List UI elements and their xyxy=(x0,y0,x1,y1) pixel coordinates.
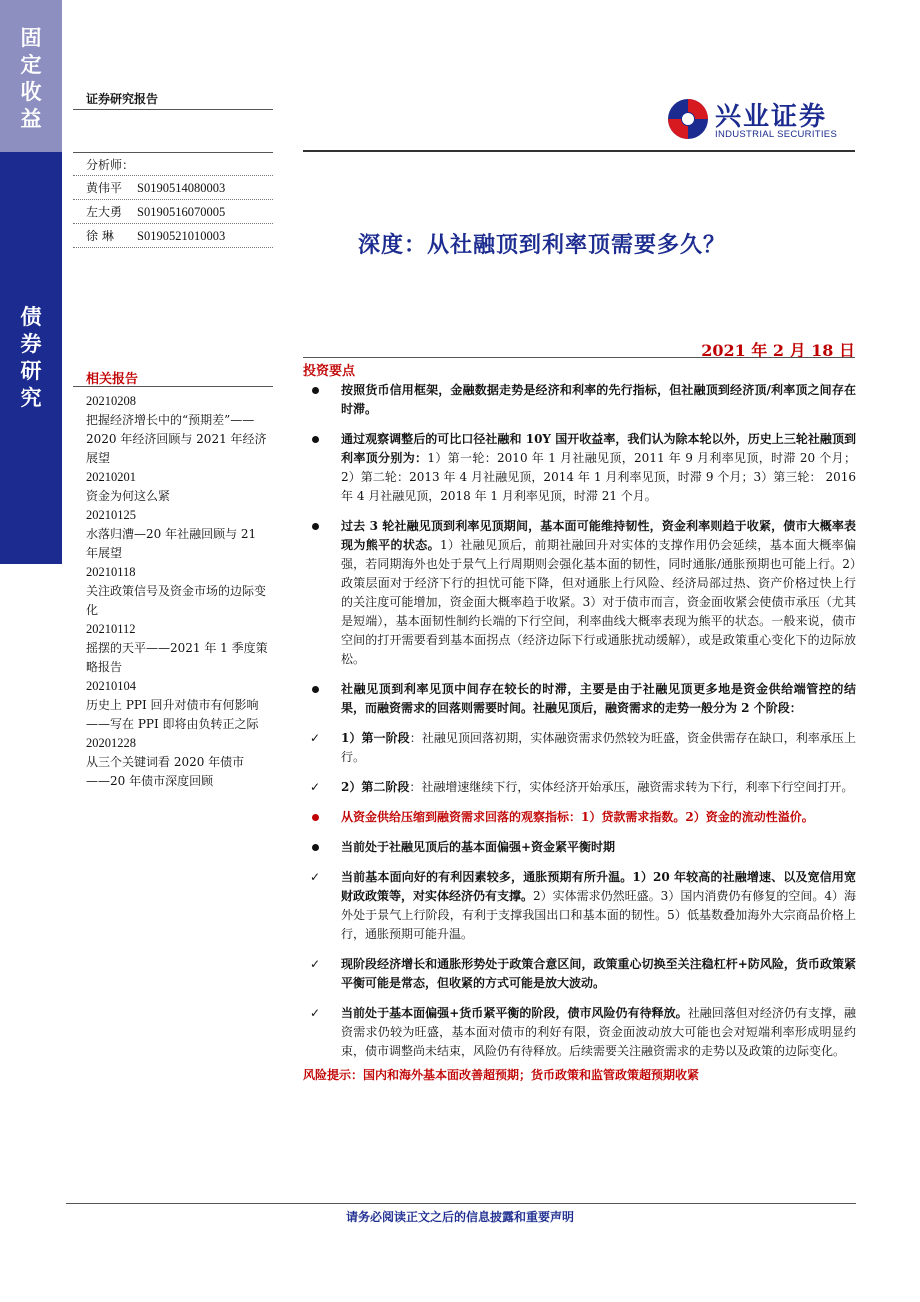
logo-text-cn: 兴业证券 xyxy=(715,102,828,132)
bullet-body-text: 社融回落但对经济仍有支撑，融资需求仍较为旺盛，基本面对债市的利好有限，资金面波动放大可能也会对短端利率形成明显约束，债市调整尚未结束，风险仍有待释放。后续需要关注融资需求的走势以及政策的边际变化。 xyxy=(341,1006,856,1058)
related-report-item[interactable] xyxy=(86,506,268,563)
bullet-item xyxy=(300,838,856,857)
side-label-char: 研 xyxy=(20,358,42,383)
check-icon: ✓ xyxy=(309,731,321,745)
bullet-bold-text: 现阶段经济增长和通胀形势处于政策合意区间，政策重心切换至关注稳杠杆+防风险，货币政策紧平衡可能是常态，但收紧的方式可能是放大波动。 xyxy=(341,957,856,990)
bullet-item xyxy=(300,778,856,797)
related-report-title: 把握经济增长中的“预期差”——2020 年经济回顾与 2021 年经济展望 xyxy=(86,413,267,465)
side-label-char: 固 xyxy=(20,25,42,50)
bullet-item xyxy=(300,868,856,944)
related-report-title: 关注政策信号及资金市场的边际变化 xyxy=(86,584,267,617)
side-label-char: 收 xyxy=(20,79,42,104)
analyst-list xyxy=(73,152,273,248)
report-title: 深度：从社融顶到利率顶需要多久？ xyxy=(358,232,727,258)
bullet-bold-text: 当前处于基本面偏强+货币紧平衡的阶段，债市风险仍有待释放。 xyxy=(341,1006,688,1020)
bullet-bold-text: 当前处于社融见顶后的基本面偏强+资金紧平衡时期 xyxy=(341,840,616,854)
company-logo xyxy=(667,96,857,146)
analyst-name: 徐 琳 xyxy=(86,229,114,243)
related-report-date: 20210104 xyxy=(86,679,136,693)
side-label-char: 益 xyxy=(20,106,42,131)
logo-text-en: INDUSTRIAL SECURITIES xyxy=(715,129,838,140)
analyst-row xyxy=(73,176,273,200)
related-report-item[interactable] xyxy=(86,392,268,468)
bullet-dot-icon xyxy=(300,838,330,857)
related-report-item[interactable] xyxy=(86,734,268,791)
report-date: 2021 年 2 月 18 日 xyxy=(701,341,855,360)
bullet-item xyxy=(300,517,856,669)
check-icon: ✓ xyxy=(309,957,321,971)
bullet-body-text: 1）第一轮：2010 年 1 月社融见顶，2011 年 9 月利率见顶，时滞 20 个月；2）第二轮：2013 年 4 月社融见顶，2014 年 1 月利率见顶，时滞 9 个月；3）第三轮： 2016 年 4 月社融见顶，2018 年 1 月利率见顶，时滞 21 个月。 xyxy=(341,451,856,503)
check-icon: ✓ xyxy=(309,1006,321,1020)
analyst-row xyxy=(73,224,273,248)
bullet-item xyxy=(300,680,856,718)
bullet-dot-icon xyxy=(300,381,330,400)
analyst-name: 黄伟平 xyxy=(86,181,123,195)
related-report-date: 20210112 xyxy=(86,622,136,636)
divider xyxy=(73,386,273,387)
related-report-item[interactable] xyxy=(86,620,268,677)
bullet-item xyxy=(300,1004,856,1061)
side-label-bond-research xyxy=(0,303,62,411)
analyst-row xyxy=(73,200,273,224)
related-report-date: 20210118 xyxy=(86,565,136,579)
related-report-item[interactable] xyxy=(86,468,268,506)
analyst-header: 分析师： xyxy=(73,152,273,176)
side-label-char: 债 xyxy=(20,304,42,329)
related-report-title: 水落归漕—20 年社融回顾与 21 年展望 xyxy=(86,527,257,560)
bullet-body-text: 1）社融见顶后，前期社融回升对实体的支撑作用仍会延续，基本面大概率偏强，若同期海外也处于景气上行周期则会强化基本面的韧性，同时通胀/通胀预期也可能上行。2）政策层面对于经济下行的担忧可能下降，但对通胀上行风险、经济局部过热、资产价格过快上行的关注度可能增加，资金面大概率趋于收紧。3）对于债市而言，资金面收紧会使债市承压（尤其是短端），基本面韧性制约长端的下行空间，利率曲线大概率表现为熊平的状态。一般来说，债市空间的打开需要看到基本面拐点（经济边际下行或通胀扰动缓解），或是政策重心变化下的边际放松。 xyxy=(341,538,856,666)
bullet-item xyxy=(300,955,856,993)
bullet-item xyxy=(300,381,856,419)
divider xyxy=(73,109,273,110)
risk-warning: 风险提示：国内和海外基本面改善超预期；货币政策和监管政策超预期收紧 xyxy=(303,1068,700,1082)
related-report-title: 历史上 PPI 回升对债市有何影响——写在 PPI 即将由负转正之际 xyxy=(86,698,259,731)
check-icon: ✓ xyxy=(309,870,321,884)
bullet-bold-text: 1）第一阶段 xyxy=(341,731,410,745)
related-report-title: 从三个关键词看 2020 年债市——20 年债市深度回顾 xyxy=(86,755,245,788)
bullet-body-text: 2）实体需求仍然旺盛。3）国内消费仍有修复的空间。4）海外处于景气上行阶段，有利于支撑我国出口和基本面的韧性。5）低基数叠加海外大宗商品价格上行，通胀预期可能升温。 xyxy=(341,889,856,941)
related-report-date: 20210208 xyxy=(86,394,136,408)
analyst-code: S0190514080003 xyxy=(137,181,226,195)
bullet-item xyxy=(300,729,856,767)
related-reports-list xyxy=(86,392,268,791)
related-reports-header: 相关报告 xyxy=(86,372,139,387)
related-report-title: 资金为何这么紧 xyxy=(86,489,171,503)
analyst-code: S0190516070005 xyxy=(137,205,226,219)
bullet-bold-text: 2）第二阶段 xyxy=(341,780,410,794)
bullet-bold-text: 当前基本面向好的有利因素较多，通胀预期有所升温。1）20 年较高的社融增速、以及宽信用宽财政政策等，对实体经济仍有支撑。 xyxy=(341,870,856,903)
bullet-bold-text: 按照货币信用框架，金融数据走势是经济和利率的先行指标，但社融顶到经济顶/利率顶之间存在时滞。 xyxy=(341,383,856,416)
bullet-dot-icon xyxy=(300,808,330,827)
side-label-char: 定 xyxy=(20,52,42,77)
analyst-code: S0190521010003 xyxy=(137,229,226,243)
divider xyxy=(303,357,855,358)
analyst-name: 左大勇 xyxy=(86,205,123,219)
side-label-fixed-income xyxy=(0,24,62,132)
bullet-bold-text: 通过观察调整后的可比口径社融和 10Y 国开收益率，我们认为除本轮以外，历史上三轮社融顶到利率顶分别为： xyxy=(341,432,856,465)
bullet-body-text: ：社融增速继续下行，实体经济开始承压，融资需求转为下行，利率下行空间打开。 xyxy=(409,780,854,794)
bullet-item xyxy=(300,430,856,506)
divider xyxy=(303,150,855,152)
bullet-dot-icon xyxy=(300,517,330,536)
related-report-date: 20210125 xyxy=(86,508,136,522)
side-label-char: 券 xyxy=(20,331,42,356)
related-report-item[interactable] xyxy=(86,563,268,620)
bullet-dot-icon xyxy=(300,430,330,449)
disclaimer-footer: 请务必阅读正文之后的信息披露和重要声明 xyxy=(345,1210,574,1224)
related-report-item[interactable] xyxy=(86,677,268,734)
investment-highlights xyxy=(300,381,856,1072)
bullet-item xyxy=(300,808,856,827)
bullet-bold-text: 从资金供给压缩到融资需求回落的观察指标：1）贷款需求指数。2）资金的流动性溢价。 xyxy=(341,810,814,824)
related-report-title: 摇摆的天平——2021 年 1 季度策略报告 xyxy=(86,641,268,674)
related-report-date: 20210201 xyxy=(86,470,136,484)
logo-mark-icon xyxy=(667,98,709,140)
bullet-bold-text: 过去 3 轮社融见顶到利率见顶期间，基本面可能维持韧性，资金利率则趋于收紧，债市大概率表现为熊平的状态。 xyxy=(341,519,856,552)
bullet-bold-text: 社融见顶到利率见顶中间存在较长的时滞，主要是由于社融见顶更多地是资金供给端管控的结果，而融资需求的回落则需要时间。社融见顶后，融资需求的走势一般分为 2 个阶段： xyxy=(341,682,856,715)
report-type: 证券研究报告 xyxy=(86,92,159,106)
side-label-char: 究 xyxy=(20,385,42,410)
bullet-dot-icon xyxy=(300,680,330,699)
divider xyxy=(66,1203,856,1204)
check-icon: ✓ xyxy=(309,780,321,794)
related-report-date: 20201228 xyxy=(86,736,136,750)
bullet-body-text: ：社融见顶回落初期，实体融资需求仍然较为旺盛，资金供需存在缺口，利率承压上行。 xyxy=(341,731,856,764)
investment-highlights-header: 投资要点 xyxy=(303,364,356,379)
